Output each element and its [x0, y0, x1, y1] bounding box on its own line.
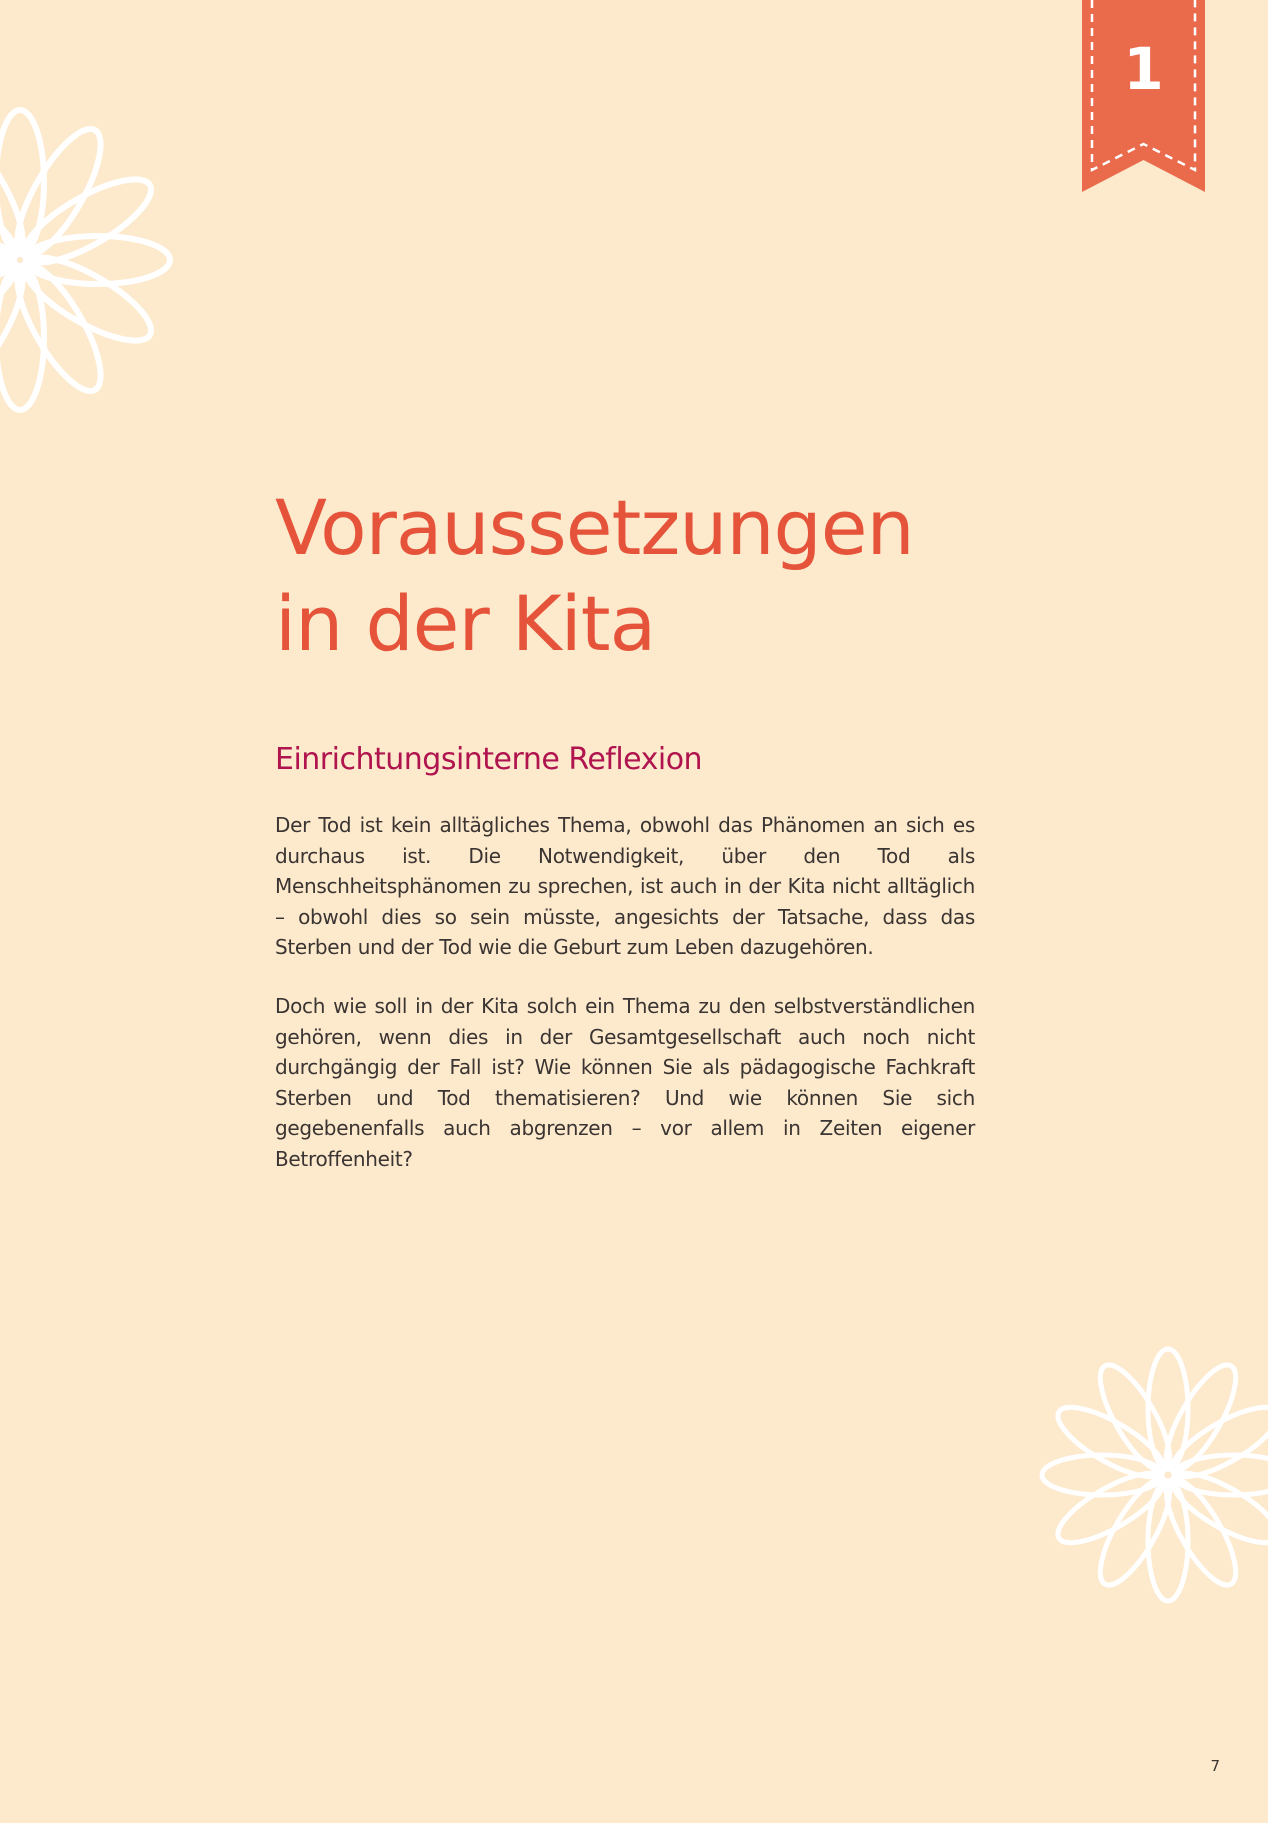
page-title: Voraussetzungen in der Kita: [275, 483, 914, 668]
body-paragraph: Doch wie soll in der Kita solch ein Thema zu den selbstverständlichen gehören, wenn dies in der Gesamtgesellschaft auch noch nicht durchgängig der Fall ist? Wie können Sie als pädagogische Fachkraft Sterben und Tod thematisieren? Und wie können Sie sich gegebenenfalls auch abgrenzen – vor allem in Zeiten eigener Betroffenheit?: [275, 994, 975, 1171]
body-paragraph: Der Tod ist kein alltägliches Thema, obwohl das Phänomen an sich es durchaus ist. Die Notwendigkeit, über den Tod als Menschheitsphänomen zu sprechen, ist auch in der Kita nicht alltäglich – obwohl dies so sein müsste, angesichts der Tatsache, dass das Sterben und der Tod wie die Geburt zum Leben dazugehören.: [275, 813, 975, 959]
section-heading: Einrichtungsinterne Reflexion: [275, 742, 703, 777]
flower-decoration-top-left: [0, 100, 180, 420]
page-number: 7: [1210, 1757, 1220, 1775]
daisy-outline-icon: [0, 110, 170, 410]
daisy-outline-icon: [1042, 1349, 1268, 1601]
chapter-number: 1: [1123, 35, 1164, 103]
flower-decoration-bottom-right: [1028, 1335, 1268, 1615]
